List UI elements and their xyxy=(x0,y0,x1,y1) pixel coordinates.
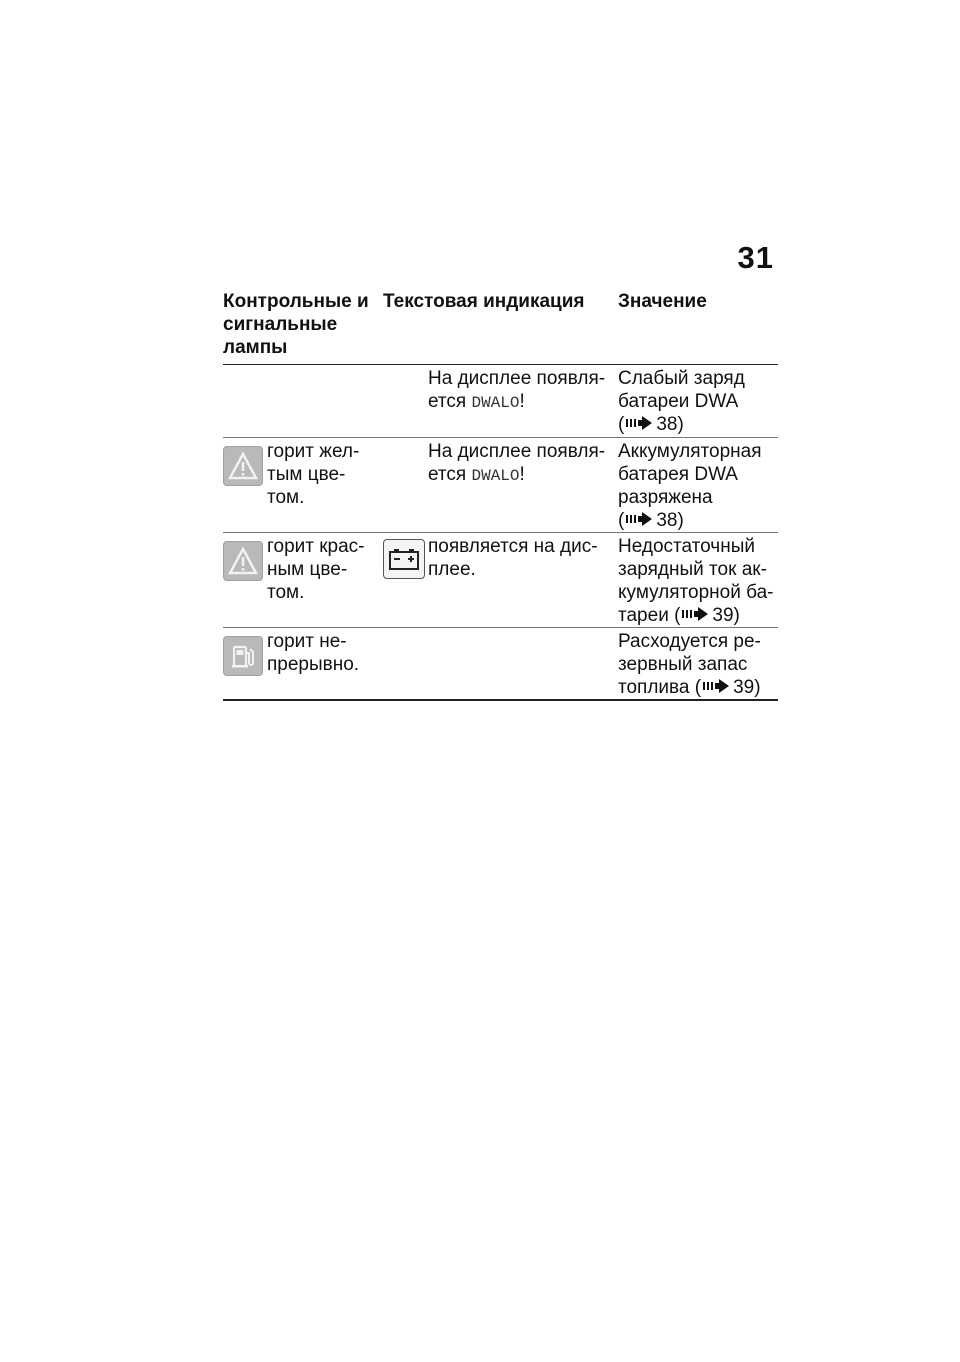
meaning-text: Аккумуляторная батарея DWA разряжена ( 38) xyxy=(618,441,762,531)
display-text: появляется на дис- плее. xyxy=(428,536,598,580)
meaning-text: Слабый заряд батареи DWA ( 38) xyxy=(618,368,745,435)
page-number: 31 xyxy=(737,240,774,275)
page-reference[interactable]: 39) xyxy=(712,605,740,626)
table-row xyxy=(223,627,778,701)
table-row xyxy=(223,437,778,532)
header-meaning: Значение xyxy=(618,291,707,312)
meaning-text: Расходуется ре- зервный запас топлива ( 39) xyxy=(618,631,761,698)
page-reference-arrow-icon xyxy=(703,676,729,699)
battery-icon xyxy=(383,539,425,579)
lamp-text: горит жел- тым цве- том. xyxy=(267,441,360,508)
warning-triangle-icon xyxy=(223,541,263,581)
display-code: DWALO xyxy=(471,394,520,412)
lamp-text: горит не- прерывно. xyxy=(267,631,360,675)
table-row xyxy=(223,532,778,627)
lamp-icon xyxy=(223,636,263,676)
page-reference[interactable]: 38) xyxy=(656,510,684,531)
lamp-icon xyxy=(223,446,263,486)
warning-triangle-icon xyxy=(223,446,263,486)
fuel-pump-icon xyxy=(223,636,263,676)
page-reference[interactable]: 39) xyxy=(733,677,761,698)
lamp-text: горит крас- ным цве- том. xyxy=(267,536,365,603)
display-icon xyxy=(383,539,425,579)
display-code: DWALO xyxy=(471,467,520,485)
lamp-icon xyxy=(223,541,263,581)
table-header xyxy=(223,290,778,360)
page-reference-arrow-icon xyxy=(626,413,652,436)
header-lamps: Контрольные и сигнальные лампы xyxy=(223,291,369,358)
page-reference[interactable]: 38) xyxy=(656,414,684,435)
header-display-text: Текстовая индикация xyxy=(383,291,585,312)
table-row xyxy=(223,364,778,437)
page-reference-arrow-icon xyxy=(626,509,652,532)
page-reference-arrow-icon xyxy=(682,604,708,627)
display-text: На дисплее появля- ется DWALO! xyxy=(428,441,606,485)
display-text: На дисплее появля- ется DWALO! xyxy=(428,368,606,412)
indicator-table xyxy=(223,364,778,701)
meaning-text: Недостаточный зарядный ток ак- кумуляторной ба- тареи ( 39) xyxy=(618,536,774,626)
